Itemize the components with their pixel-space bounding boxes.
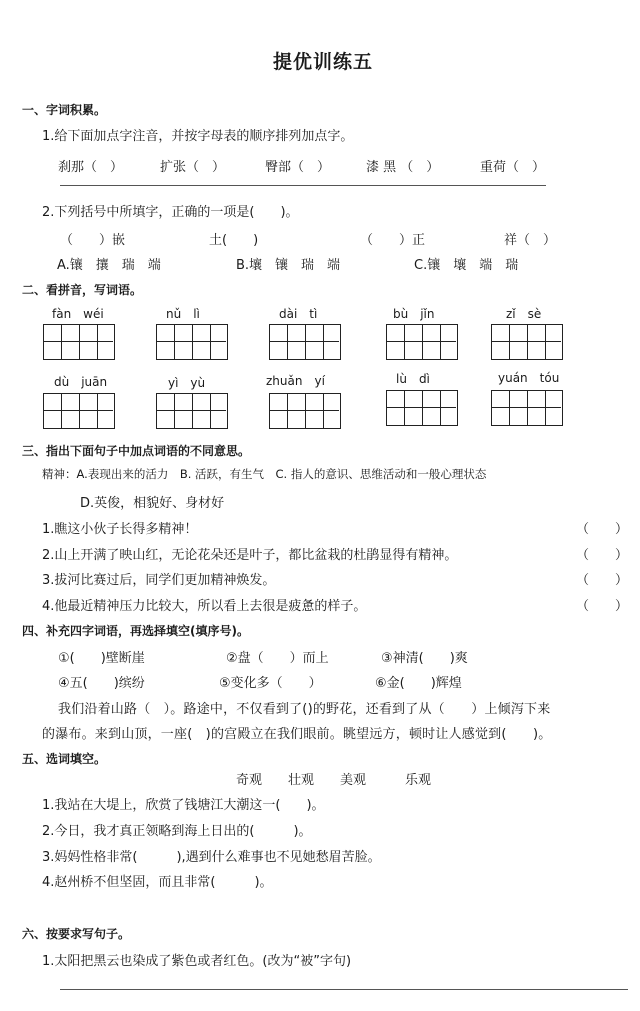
pinyin-label: yuán tóu [498, 371, 560, 385]
s3-item: 2.山上开满了映山红，无论花朵还是叶子，都比盆栽的杜鹃显得有精神。 [42, 548, 458, 563]
answer-line[interactable] [60, 989, 628, 990]
pinyin-label: lù dì [396, 372, 430, 386]
word-bank: 奇观 壮观 美观 乐观 [236, 773, 432, 788]
q1-1-item[interactable]: 臀部（ ） [265, 160, 331, 175]
q1-1-item[interactable]: 扩张（ ） [160, 160, 226, 175]
writing-grid[interactable] [43, 393, 115, 429]
idiom-blank[interactable]: ②盘（ ）而上 [226, 651, 329, 666]
s5-item: 3.妈妈性格非常( ),遇到什么难事也不见她愁眉苦脸。 [42, 850, 381, 865]
idiom-blank[interactable]: ⑤变化多（ ） [219, 676, 322, 691]
idiom-blank[interactable]: ①( )壁断崖 [58, 651, 145, 666]
section-3-heading: 三、指出下面句子中加点词语的不同意思。 [22, 444, 251, 458]
page-title: 提优训练五 [273, 51, 374, 73]
answer-slot[interactable]: （ ） [576, 599, 629, 614]
definition-line-1: 精神：A.表现出来的活力 B. 活跃，有生气 C. 指人的意识、思维活动和一般心理状态 [42, 467, 487, 481]
s6-item: 1.太阳把黑云也染成了紫色或者红色。(改为“被”字句) [42, 954, 352, 969]
idiom-blank[interactable]: ④五( )缤纷 [58, 676, 145, 691]
pinyin-label: bù jǐn [393, 307, 435, 321]
s3-item: 4.他最近精神压力比较大，所以看上去很是疲惫的样子。 [42, 599, 367, 614]
pinyin-label: yì yù [168, 376, 206, 390]
answer-slot[interactable]: （ ） [576, 548, 629, 563]
answer-line[interactable] [60, 185, 546, 186]
section-5-heading: 五、选词填空。 [22, 752, 107, 766]
section-1-heading: 一、字词积累。 [22, 103, 107, 117]
writing-grid[interactable] [43, 324, 115, 360]
s5-item: 2.今日，我才真正领略到海上日出的( )。 [42, 824, 312, 839]
definition-line-2: D.英俊，相貌好、身材好 [80, 496, 225, 511]
section-6-heading: 六、按要求写句子。 [22, 927, 131, 941]
pinyin-label: zǐ sè [506, 307, 542, 321]
s5-item: 1.我站在大堤上，欣赏了钱塘江大潮这一( )。 [42, 798, 325, 813]
q1-2-option-a[interactable]: A.镶 攘 瑞 端 [57, 258, 161, 273]
writing-grid[interactable] [269, 393, 341, 429]
q1-1-prompt: 1.给下面加点字注音，并按字母表的顺序排列加点字。 [42, 129, 354, 144]
answer-slot[interactable]: （ ） [576, 522, 629, 537]
idiom-blank[interactable]: ⑥金( )辉煌 [375, 676, 462, 691]
q1-1-item[interactable]: 重荷（ ） [480, 160, 546, 175]
writing-grid[interactable] [386, 324, 458, 360]
pinyin-label: dù juān [54, 375, 108, 389]
writing-grid[interactable] [156, 393, 228, 429]
writing-grid[interactable] [269, 324, 341, 360]
q1-2-blank[interactable]: （ ）嵌 [60, 233, 126, 248]
fill-paragraph-line-1: 我们沿着山路（ ）。路途中，不仅看到了()的野花，还看到了从（ ）上倾泻下来 [58, 702, 551, 717]
q1-2-option-b[interactable]: B.壤 镶 瑞 端 [236, 258, 341, 273]
q1-2-blank[interactable]: 土( ) [209, 233, 259, 248]
answer-slot[interactable]: （ ） [576, 573, 629, 588]
q1-2-prompt: 2.下列括号中所填字，正确的一项是( )。 [42, 205, 299, 220]
section-2-heading: 二、看拼音，写词语。 [22, 283, 143, 297]
q1-1-item[interactable]: 漆 黑 （ ） [366, 160, 440, 175]
q1-2-blank[interactable]: （ ）正 [360, 233, 426, 248]
q1-2-blank[interactable]: 祥（ ） [504, 233, 557, 248]
idiom-blank[interactable]: ③神清( )爽 [381, 651, 468, 666]
writing-grid[interactable] [156, 324, 228, 360]
writing-grid[interactable] [491, 390, 563, 426]
q1-1-item[interactable]: 刹那（ ） [58, 160, 124, 175]
writing-grid[interactable] [386, 390, 458, 426]
s5-item: 4.赵州桥不但坚固，而且非常( )。 [42, 875, 273, 890]
pinyin-label: zhuǎn yí [266, 374, 325, 388]
fill-paragraph-line-2: 的瀑布。来到山顶，一座( )的宫殿立在我们眼前。眺望远方，顿时让人感觉到( )。 [42, 727, 552, 742]
section-4-heading: 四、补充四字词语，再选择填空(填序号)。 [22, 624, 249, 638]
pinyin-label: fàn wéi [52, 307, 104, 321]
s3-item: 1.瞧这小伙子长得多精神！ [42, 522, 198, 537]
q1-2-option-c[interactable]: C.镶 壤 端 瑞 [414, 258, 519, 273]
pinyin-label: dài tì [279, 307, 318, 321]
s3-item: 3.拔河比赛过后，同学们更加精神焕发。 [42, 573, 276, 588]
pinyin-label: nǔ lì [166, 307, 200, 321]
writing-grid[interactable] [491, 324, 563, 360]
